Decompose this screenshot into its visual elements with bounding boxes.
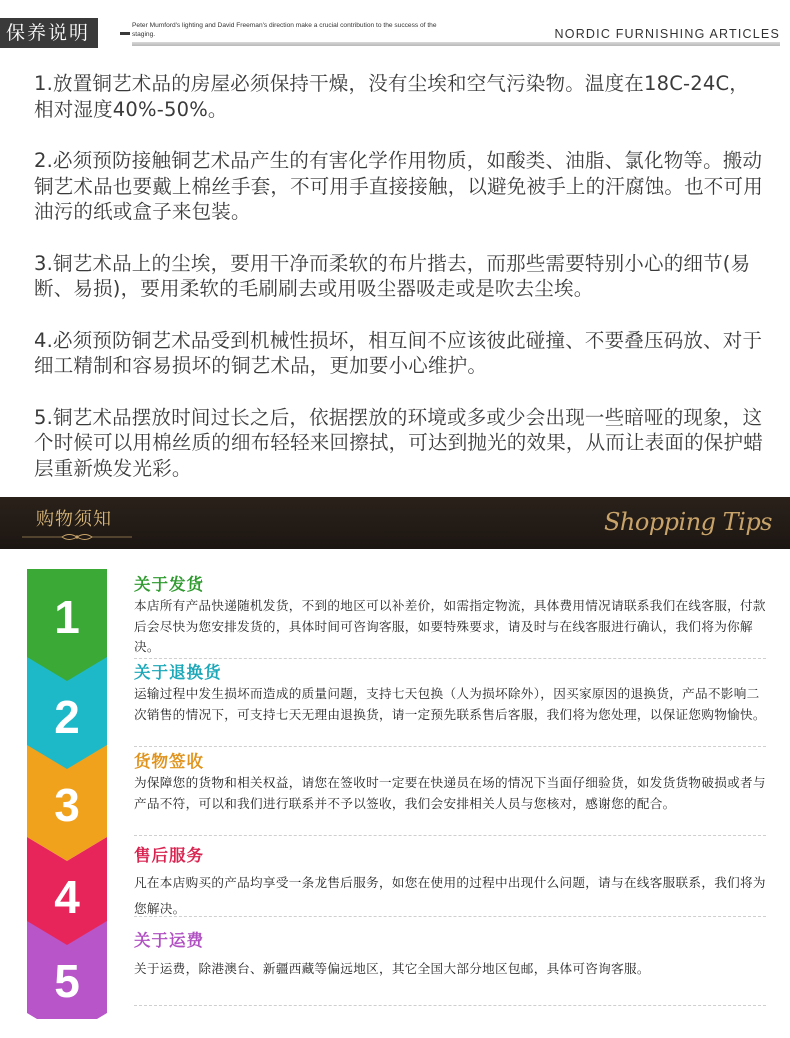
tip-body: 凡在本店购买的产品均享受一条龙售后服务，如您在使用的过程中出现什么问题，请与在线客服联系，我们将为您解决。 <box>134 875 766 916</box>
tip-shipping <box>134 575 770 658</box>
care-header <box>0 18 790 48</box>
tip-title: 货物签收 <box>134 752 204 771</box>
tip-title: 关于发货 <box>134 575 204 594</box>
care-paragraph-4: 4.必须预防铜艺术品受到机械性损坏，相互间不应该彼此碰撞、不要叠压码放、对于细工精制和容易损坏的铜艺术品，更加要小心维护。 <box>34 328 763 377</box>
step-number: 4 <box>54 871 80 923</box>
tip-body: 为保障您的货物和相关权益，请您在签收时一定要在快递员在场的情况下当面仔细验货，如发货货物破损或者与产品不符，可以和我们进行联系并不予以签收，我们会安排相关人员与您核对，感谢您的配合。 <box>134 775 766 811</box>
tip-title: 关于退换货 <box>134 663 222 682</box>
care-instructions <box>34 71 764 507</box>
care-paragraph-5: 5.铜艺术品摆放时间过长之后，依据摆放的环境或多或少会出现一些暗哑的现象，这个时候可以用棉丝质的细布轻轻来回擦拭，可达到抛光的效果，从而让表面的保护蜡层重新焕发光彩。 <box>34 405 763 480</box>
tip-returns <box>134 663 770 725</box>
banner-title-cn: 购物须知 <box>36 509 112 530</box>
shopping-tips <box>0 549 790 1038</box>
tip-divider <box>134 835 766 836</box>
tip-body: 本店所有产品快递随机发货，不到的地区可以补差价，如需指定物流，具体费用情况请联系我们在线客服，付款后会尽快为您安排发货的，具体时间可咨询客服，如要特殊要求，请及时与在线客服进行确认，我们将为你解决。 <box>134 598 766 654</box>
banner-title-en: Shopping Tips <box>603 508 772 536</box>
ornament-icon <box>22 532 132 542</box>
care-paragraph-2: 2.必须预防接触铜艺术品产生的有害化学作用物质，如酸类、油脂、氯化物等。搬动铜艺术品也要戴上棉丝手套，不可用手直接接触，以避免被手上的汗腐蚀。也不可用油污的纸或盒子来包装。 <box>34 149 763 223</box>
step-number: 1 <box>54 591 80 643</box>
tip-title: 关于运费 <box>134 931 204 950</box>
care-paragraph-1: 1.放置铜艺术品的房屋必须保持干燥，没有尘埃和空气污染物。温度在18C-24C，相对湿度40%-50%。 <box>34 72 749 121</box>
tip-divider <box>134 746 766 747</box>
step-ribbon-graphic <box>27 569 107 1019</box>
tip-freight <box>134 931 770 980</box>
care-title: 保养说明 <box>0 18 98 48</box>
tip-divider <box>134 1005 766 1006</box>
shopping-tips-banner <box>0 497 790 549</box>
tip-divider <box>134 658 766 659</box>
tip-after-sales <box>134 846 770 922</box>
tip-receipt <box>134 752 770 814</box>
step-number: 2 <box>54 691 80 743</box>
tip-body: 关于运费，除港澳台、新疆西藏等偏远地区，其它全国大部分地区包邮，具体可咨询客服。 <box>134 961 650 976</box>
header-accent-line <box>120 32 130 35</box>
header-description: Peter Mumford's lighting and David Freeman's direction make a crucial contribution to the success of the staging. <box>132 22 437 38</box>
step-number: 5 <box>54 955 80 1007</box>
step-ribbon <box>27 569 107 1019</box>
header-rule <box>132 42 780 46</box>
step-number: 3 <box>54 779 80 831</box>
tip-title: 售后服务 <box>134 846 204 865</box>
tip-body: 运输过程中发生损坏而造成的质量问题，支持七天包换（人为损坏除外），因买家原因的退换货，产品不影响二次销售的情况下，可支持七天无理由退换货，请一定预先联系售后客服，我们将为您处理，以保证您购物愉快。 <box>134 686 766 722</box>
header-english-title: NORDIC FURNISHING ARTICLES <box>547 27 780 41</box>
tip-divider <box>134 916 766 917</box>
care-paragraph-3: 3.铜艺术品上的尘埃，要用干净而柔软的布片揩去，而那些需要特别小心的细节(易断、易损)，要用柔软的毛刷刷去或用吸尘器吸走或是吹去尘埃。 <box>34 251 751 300</box>
